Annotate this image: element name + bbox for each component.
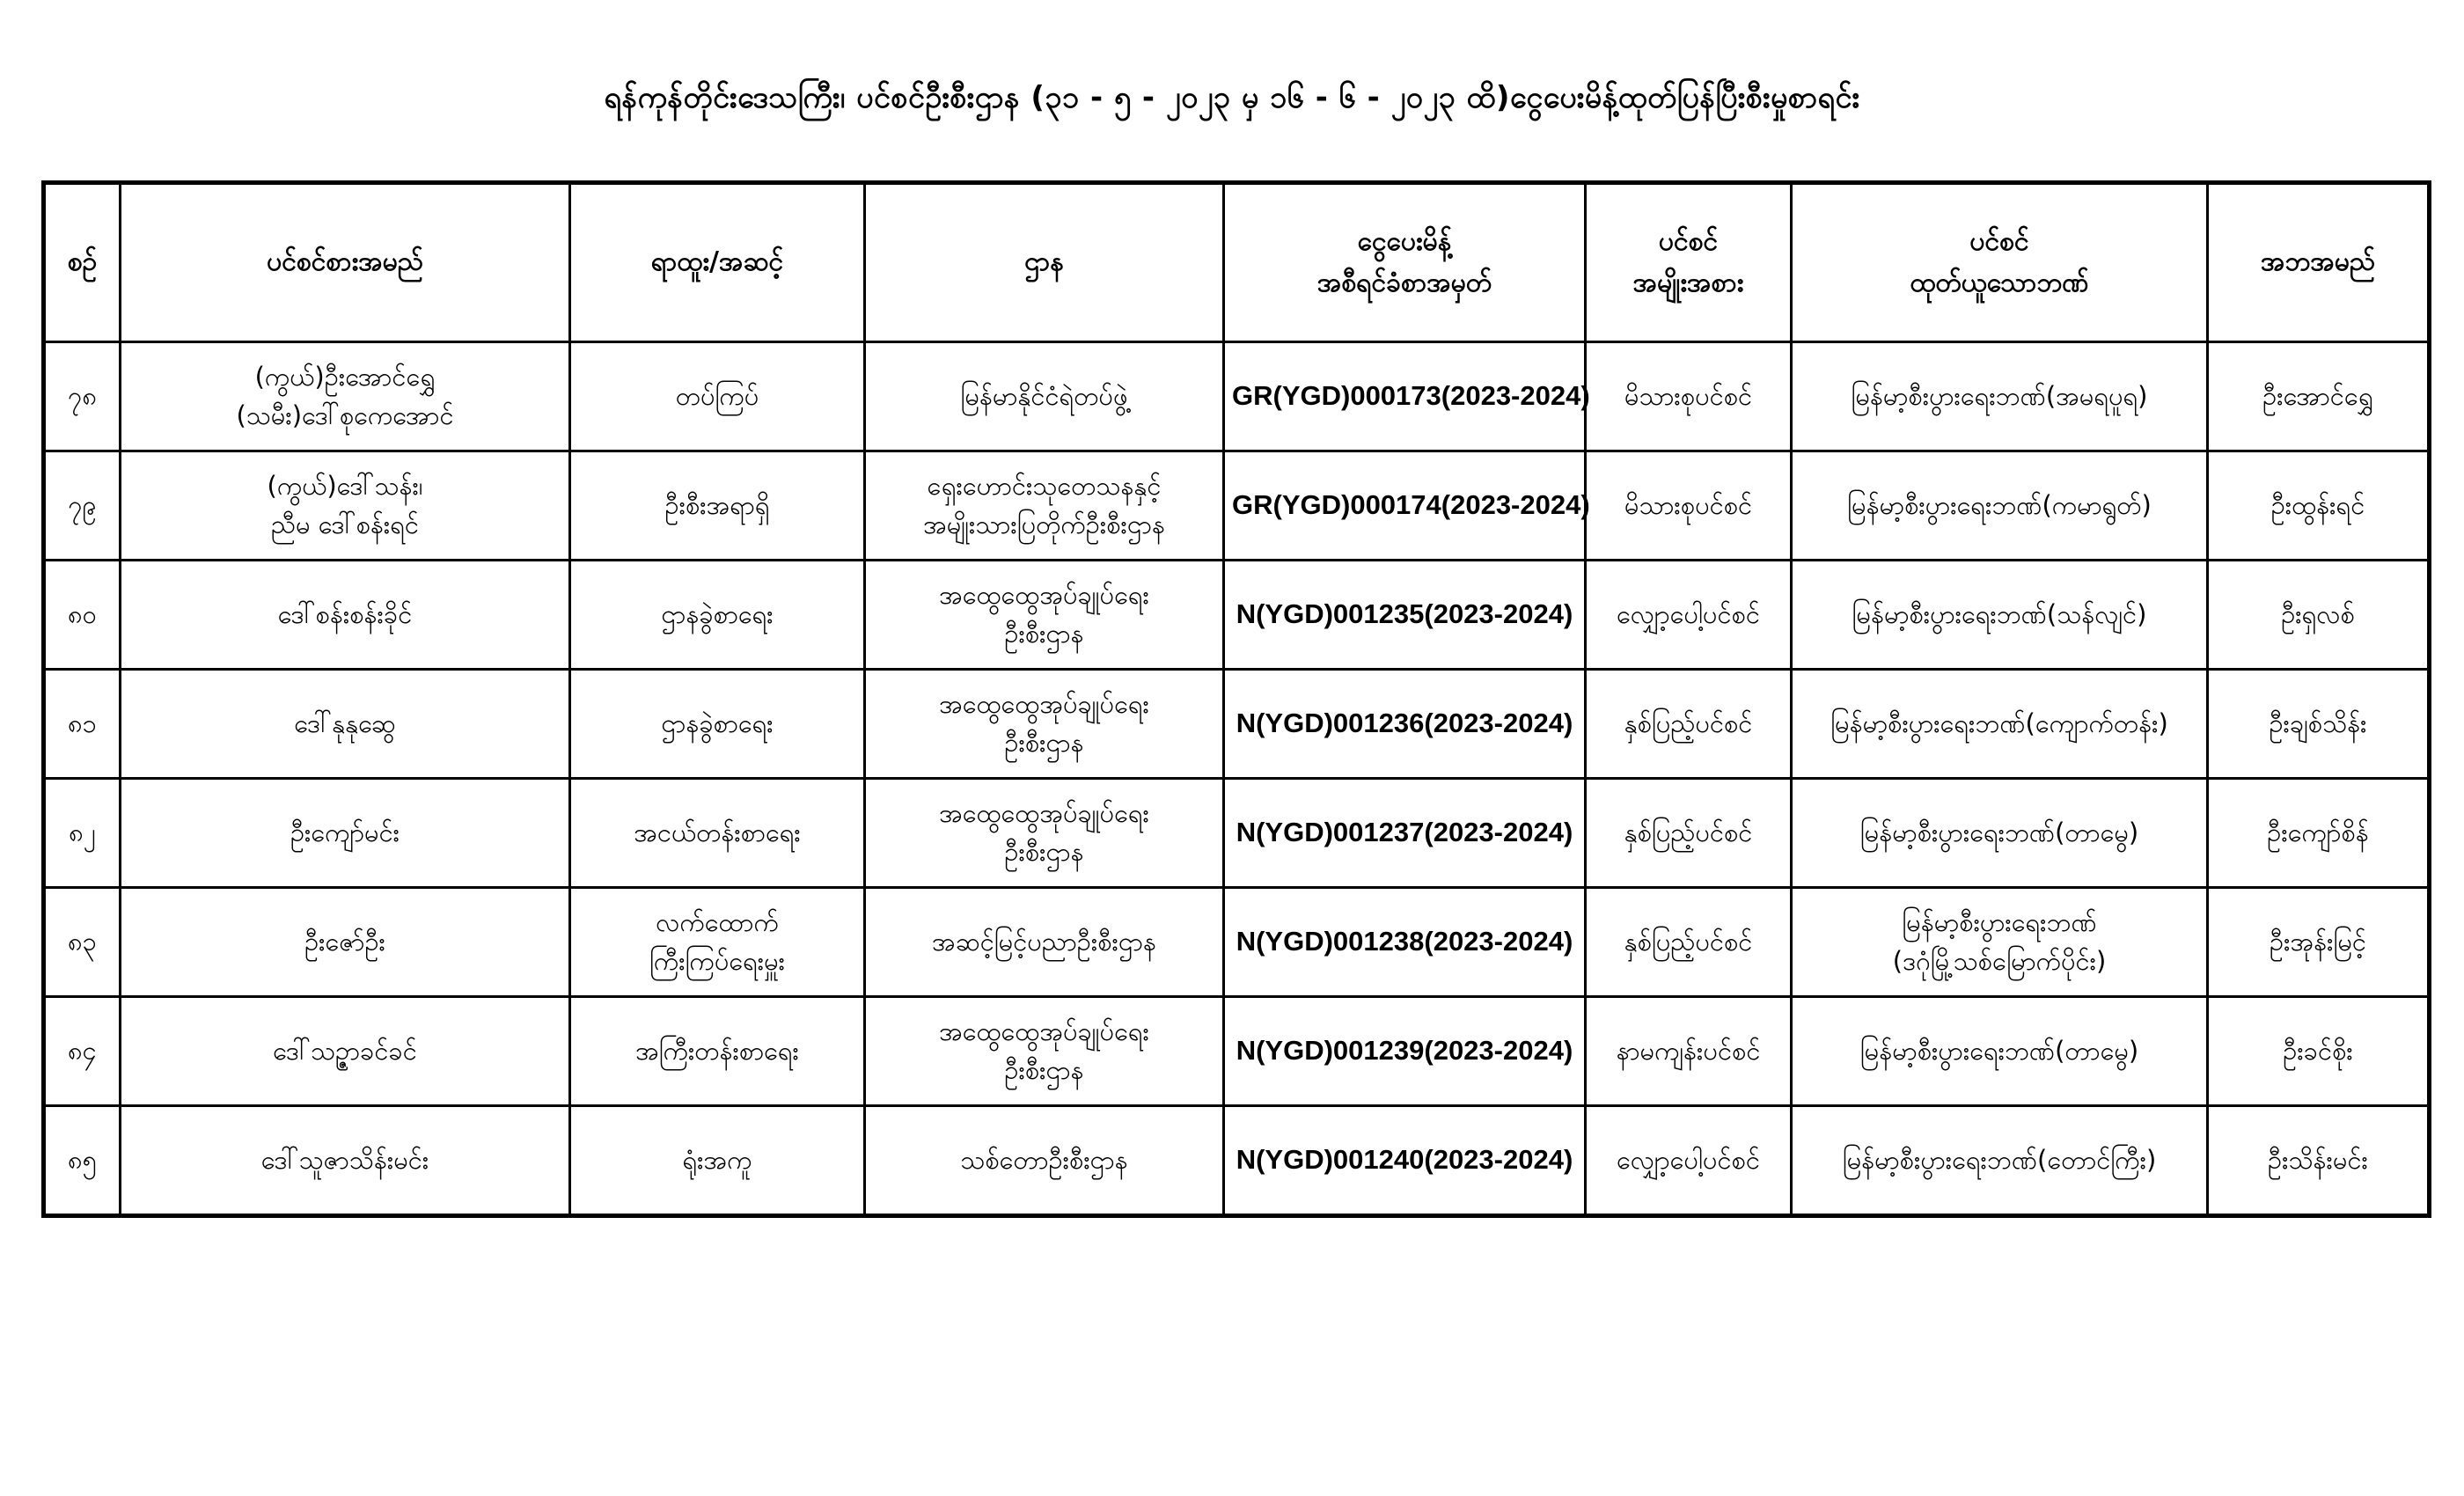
cell-pension-type: မိသားစုပင်စင် <box>1586 451 1792 561</box>
cell-withdrawal-bank: မြန်မာ့စီးပွားရေးဘဏ်(သန်လျင်) <box>1792 561 2208 670</box>
cell-withdrawal-bank: မြန်မာ့စီးပွားရေးဘဏ်(တောင်ကြီး) <box>1792 1106 2208 1216</box>
cell-pension-type: နှစ်ပြည့်ပင်စင် <box>1586 779 1792 888</box>
cell-pensioner-name: ဦးကျော်မင်း <box>121 779 570 888</box>
table-row <box>44 670 2430 779</box>
cell-pension-type: နှစ်ပြည့်ပင်စင် <box>1586 888 1792 997</box>
cell-pensioner-name: ဒေါ်သဉ္ဇာခင်ခင် <box>121 997 570 1106</box>
table-row <box>44 1106 2430 1216</box>
table-row <box>44 342 2430 451</box>
cell-position-rank: တပ်ကြပ် <box>570 342 865 451</box>
cell-position-rank: လက်ထောက် ကြီးကြပ်ရေးမှူး <box>570 888 865 997</box>
table-row <box>44 561 2430 670</box>
cell-pension-type: နာမကျန်းပင်စင် <box>1586 997 1792 1106</box>
header-serial: စဉ် <box>44 183 121 342</box>
cell-pensioner-name: (ကွယ်)ဒေါ်သန်း၊ ညီမ ဒေါ်စန်းရင် <box>121 451 570 561</box>
header-department: ဌာန <box>865 183 1224 342</box>
cell-department: သစ်တောဦးစီးဌာန <box>865 1106 1224 1216</box>
cell-father-name: ဦးထွန်းရင် <box>2208 451 2430 561</box>
cell-payment-order-number: N(YGD)001238(2023-2024) <box>1224 888 1586 997</box>
cell-pension-type: မိသားစုပင်စင် <box>1586 342 1792 451</box>
cell-pension-type: နှစ်ပြည့်ပင်စင် <box>1586 670 1792 779</box>
cell-department: အထွေထွေအုပ်ချုပ်ရေး ဦးစီးဌာန <box>865 997 1224 1106</box>
cell-father-name: ဦးကျော်စိန် <box>2208 779 2430 888</box>
cell-pensioner-name: ဦးဇော်ဦး <box>121 888 570 997</box>
cell-withdrawal-bank: မြန်မာ့စီးပွားရေးဘဏ်(ကမာရွတ်) <box>1792 451 2208 561</box>
cell-withdrawal-bank: မြန်မာ့စီးပွားရေးဘဏ် (ဒဂုံမြို့သစ်မြောက်ပိုင်း) <box>1792 888 2208 997</box>
cell-payment-order-number: N(YGD)001236(2023-2024) <box>1224 670 1586 779</box>
cell-department: အထွေထွေအုပ်ချုပ်ရေး ဦးစီးဌာန <box>865 779 1224 888</box>
cell-pensioner-name: ဒေါ်စန်းစန်းခိုင် <box>121 561 570 670</box>
cell-department: မြန်မာနိုင်ငံရဲတပ်ဖွဲ့ <box>865 342 1224 451</box>
cell-department: ရှေးဟောင်းသုတေသနနှင့် အမျိုးသားပြတိုက်ဦးစီးဌာန <box>865 451 1224 561</box>
cell-position-rank: ဦးစီးအရာရှိ <box>570 451 865 561</box>
header-row <box>44 183 2430 342</box>
cell-position-rank: ရုံးအကူ <box>570 1106 865 1216</box>
cell-payment-order-number: GR(YGD)000173(2023-2024) <box>1224 342 1586 451</box>
header-payment-order-number: ငွေပေးမိန့် အစီရင်ခံစာအမှတ် <box>1224 183 1586 342</box>
cell-serial: ၈၂ <box>44 779 121 888</box>
header-pensioner-name: ပင်စင်စားအမည် <box>121 183 570 342</box>
table-row <box>44 779 2430 888</box>
pension-payment-table <box>41 180 2431 1218</box>
cell-payment-order-number: N(YGD)001240(2023-2024) <box>1224 1106 1586 1216</box>
cell-father-name: ဦးရှလစ် <box>2208 561 2430 670</box>
table-row <box>44 451 2430 561</box>
cell-pensioner-name: ဒေါ်နုနုဆွေ <box>121 670 570 779</box>
cell-position-rank: ဌာနခွဲစာရေး <box>570 670 865 779</box>
cell-position-rank: ဌာနခွဲစာရေး <box>570 561 865 670</box>
cell-serial: ၈၀ <box>44 561 121 670</box>
header-withdrawal-bank: ပင်စင် ထုတ်ယူသောဘဏ် <box>1792 183 2208 342</box>
cell-payment-order-number: N(YGD)001239(2023-2024) <box>1224 997 1586 1106</box>
cell-serial: ၇၈ <box>44 342 121 451</box>
cell-department: အထွေထွေအုပ်ချုပ်ရေး ဦးစီးဌာန <box>865 561 1224 670</box>
cell-withdrawal-bank: မြန်မာ့စီးပွားရေးဘဏ်(တာမွေ) <box>1792 779 2208 888</box>
cell-father-name: ဦးအောင်ရွှေ <box>2208 342 2430 451</box>
cell-withdrawal-bank: မြန်မာ့စီးပွားရေးဘဏ်(ကျောက်တန်း) <box>1792 670 2208 779</box>
cell-payment-order-number: N(YGD)001235(2023-2024) <box>1224 561 1586 670</box>
cell-serial: ၈၃ <box>44 888 121 997</box>
cell-serial: ၈၄ <box>44 997 121 1106</box>
cell-pension-type: လျှော့ပေါ့ပင်စင် <box>1586 1106 1792 1216</box>
cell-serial: ၇၉ <box>44 451 121 561</box>
cell-father-name: ဦးသိန်းမင်း <box>2208 1106 2430 1216</box>
cell-pensioner-name: ဒေါ်သူဇာသိန်းမင်း <box>121 1106 570 1216</box>
header-father-name: အဘအမည် <box>2208 183 2430 342</box>
table-row <box>44 888 2430 997</box>
header-pension-type: ပင်စင် အမျိုးအစား <box>1586 183 1792 342</box>
cell-payment-order-number: N(YGD)001237(2023-2024) <box>1224 779 1586 888</box>
cell-father-name: ဦးအုန်းမြင့် <box>2208 888 2430 997</box>
cell-pensioner-name: (ကွယ်)ဦးအောင်ရွှေ (သမီး)ဒေါ်စုကေအောင် <box>121 342 570 451</box>
page-title: ရန်ကုန်တိုင်းဒေသကြီး၊ ပင်စင်ဦးစီးဌာန (၃၁ - ၅ - ၂၀၂၃ မှ ၁၆ - ၆ - ၂၀၂၃ ထိ)ငွေပေးမိန့်ထုတ်ပြန်ပြီးစီးမှုစာရင်း <box>604 80 1860 115</box>
cell-position-rank: အငယ်တန်းစာရေး <box>570 779 865 888</box>
cell-position-rank: အကြီးတန်းစာရေး <box>570 997 865 1106</box>
cell-payment-order-number: GR(YGD)000174(2023-2024) <box>1224 451 1586 561</box>
cell-father-name: ဦးချစ်သိန်း <box>2208 670 2430 779</box>
cell-serial: ၈၅ <box>44 1106 121 1216</box>
cell-pension-type: လျှော့ပေါ့ပင်စင် <box>1586 561 1792 670</box>
table-row <box>44 997 2430 1106</box>
cell-serial: ၈၁ <box>44 670 121 779</box>
cell-department: အဆင့်မြင့်ပညာဦးစီးဌာန <box>865 888 1224 997</box>
cell-department: အထွေထွေအုပ်ချုပ်ရေး ဦးစီးဌာန <box>865 670 1224 779</box>
cell-withdrawal-bank: မြန်မာ့စီးပွားရေးဘဏ်(အမရပူရ) <box>1792 342 2208 451</box>
header-position-rank: ရာထူး/အဆင့် <box>570 183 865 342</box>
cell-withdrawal-bank: မြန်မာ့စီးပွားရေးဘဏ်(တာမွေ) <box>1792 997 2208 1106</box>
cell-father-name: ဦးခင်စိုး <box>2208 997 2430 1106</box>
